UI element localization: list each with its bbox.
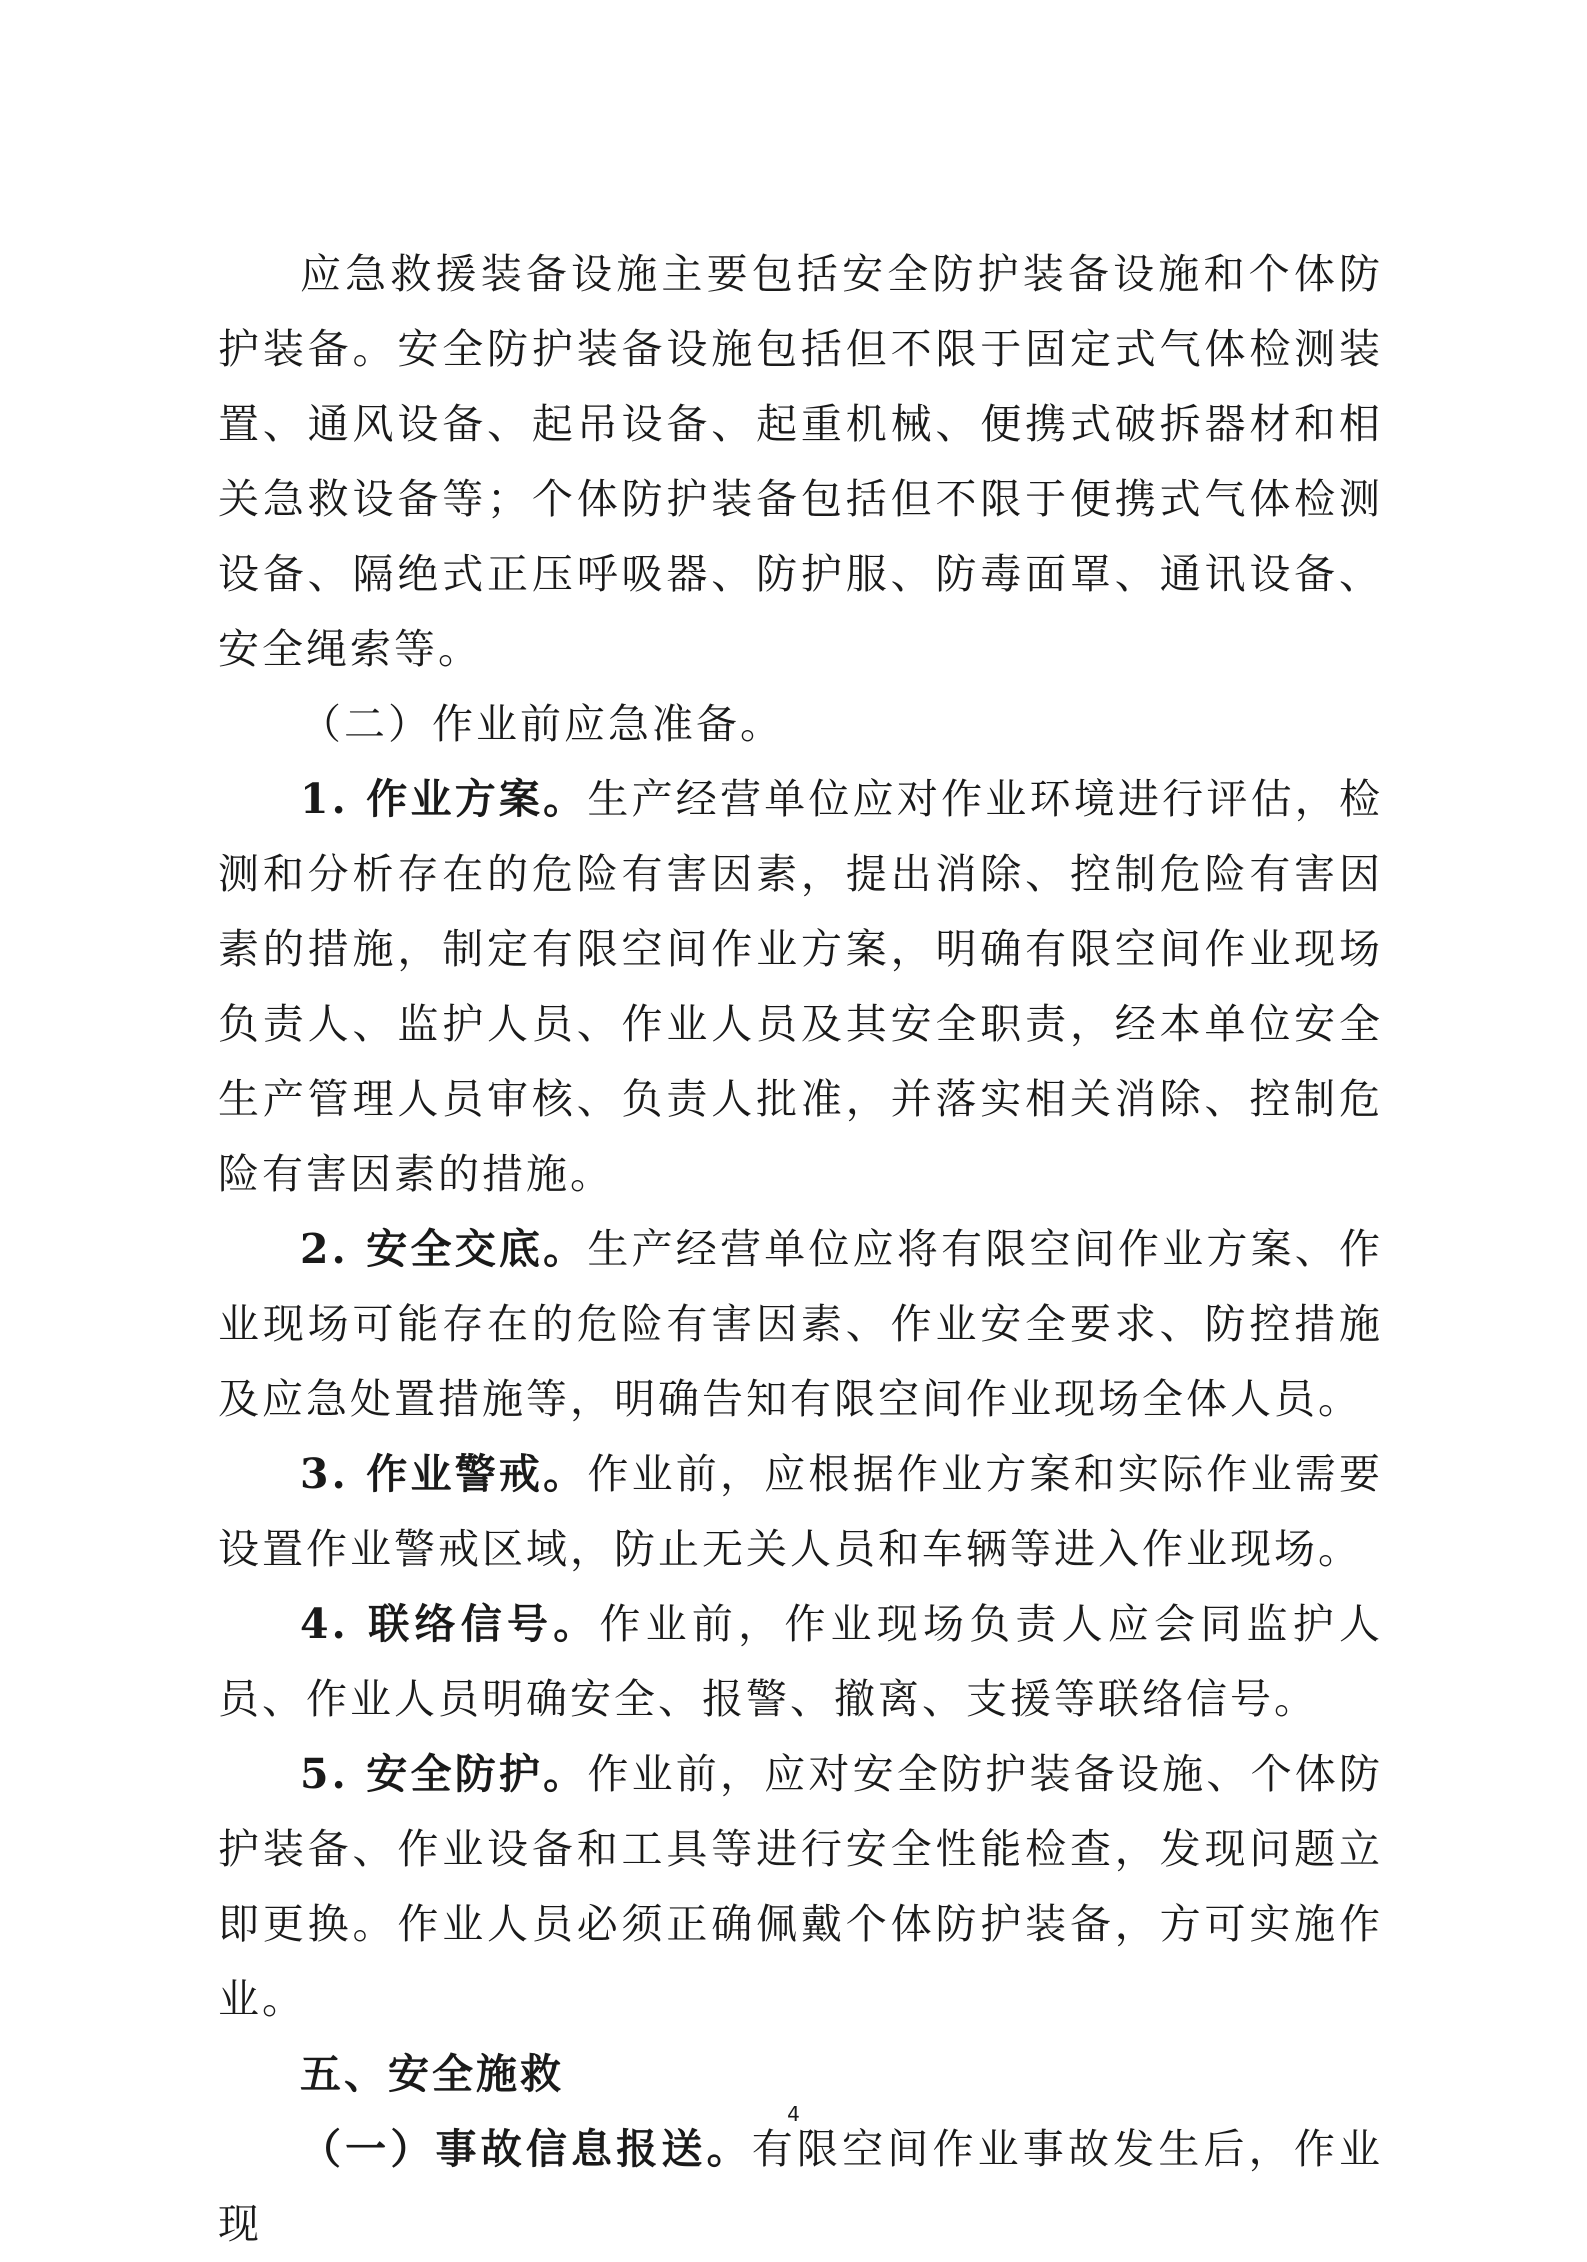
subsection-title: （一）事故信息报送。 <box>300 2125 752 2173</box>
item-safety-briefing <box>218 1212 1383 1437</box>
item-body: 作业前，应对安全防护装备设施、个体防护装备、作业设备和工具等进行安全性能检查，发现问题立即更换。作业人员必须正确佩戴个体防护装备，方可实施作业。 <box>218 1750 1383 2023</box>
item-body: 生产经营单位应将有限空间作业方案、作业现场可能存在的危险有害因素、作业安全要求、防控措施及应急处置措施等，明确告知有限空间作业现场全体人员。 <box>218 1225 1383 1423</box>
paragraph-equipment: 应急救援装备设施主要包括安全防护装备设施和个体防护装备。安全防护装备设施包括但不限于固定式气体检测装置、通风设备、起吊设备、起重机械、便携式破拆器材和相关急救设备等；个体防护装备包括但不限于便携式气体检测设备、隔绝式正压呼吸器、防护服、防毒面罩、通讯设备、安全绳索等。 <box>218 250 1383 673</box>
subsection-body: 有限空间作业事故发生后，作业现 <box>218 2125 1384 2248</box>
item-title: 5. 安全防护。 <box>300 1750 588 1798</box>
item-title: 2. 安全交底。 <box>300 1225 588 1273</box>
item-title: 3. 作业警戒。 <box>300 1450 588 1498</box>
item-body: 生产经营单位应对作业环境进行评估，检测和分析存在的危险有害因素，提出消除、控制危险有害因素的措施，制定有限空间作业方案，明确有限空间作业现场负责人、监护人员、作业人员及其安全职责，经本单位安全生产管理人员审核、负责人批准，并落实相关消除、控制危险有害因素的措施。 <box>218 775 1383 1198</box>
item-body: 作业前，作业现场负责人应会同监护人员、作业人员明确安全、报警、撤离、支援等联络信号。 <box>218 1600 1383 1723</box>
subheading-pre-work-preparation: （二）作业前应急准备。 <box>300 700 784 748</box>
item-work-cordon <box>218 1437 1383 1587</box>
item-work-plan <box>218 762 1383 1212</box>
document-body <box>218 237 1383 2262</box>
section-heading-rescue: 五、安全施救 <box>300 2050 564 2098</box>
item-body: 作业前，应根据作业方案和实际作业需要设置作业警戒区域，防止无关人员和车辆等进入作业现场。 <box>218 1450 1383 1573</box>
item-title: 1. 作业方案。 <box>300 775 588 823</box>
item-safety-protection <box>218 1737 1383 2037</box>
page-number: 4 <box>787 2102 800 2126</box>
item-title: 4. 联络信号。 <box>300 1600 600 1648</box>
subsection-accident-report <box>218 2112 1383 2262</box>
item-contact-signals <box>218 1587 1383 1737</box>
